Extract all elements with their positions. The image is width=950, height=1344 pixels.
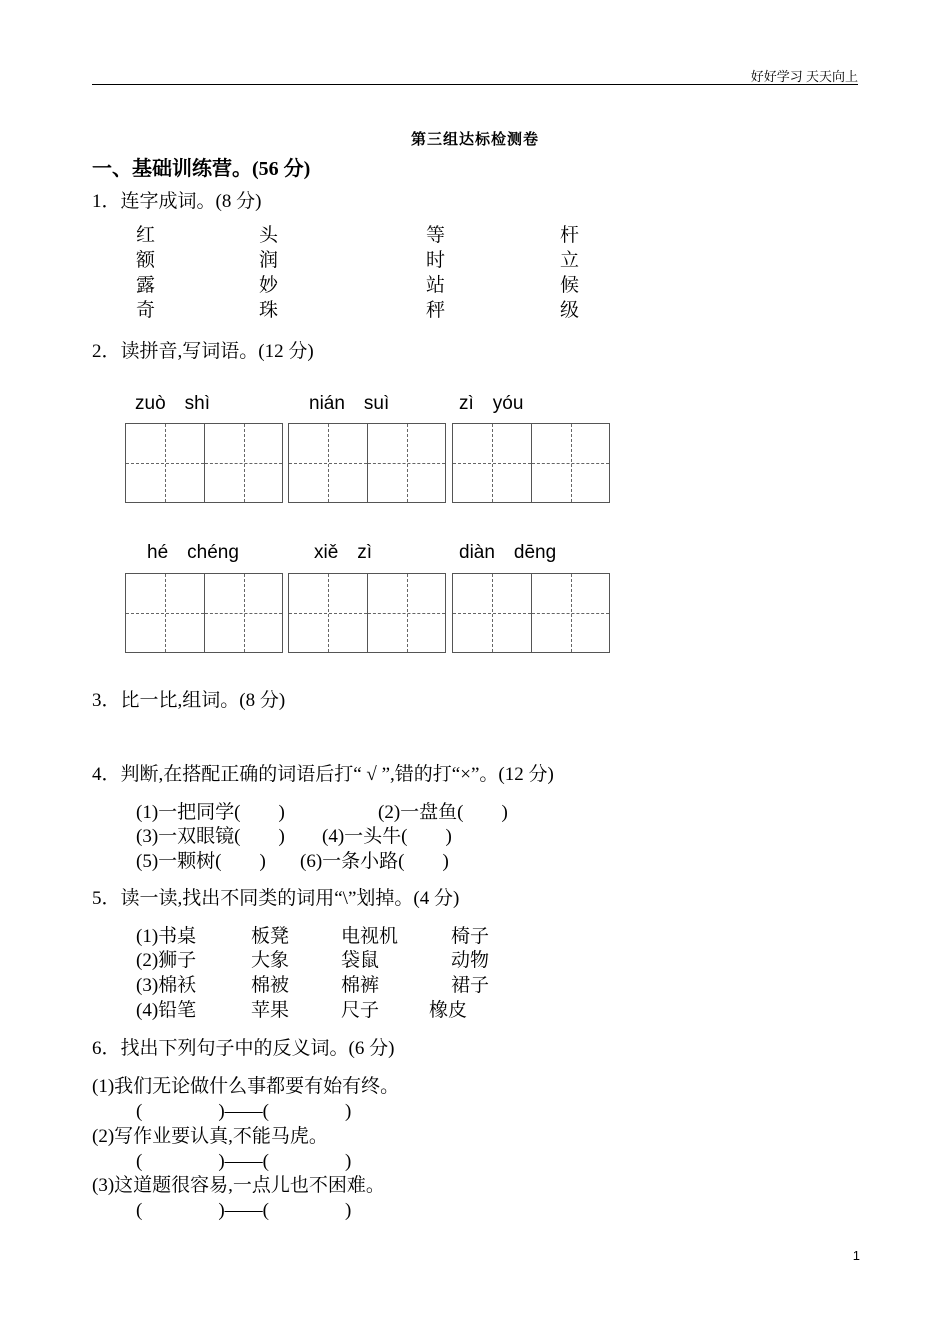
q4-item: (1)一把同学( ): [136, 802, 285, 823]
q1-char: 站: [426, 275, 446, 296]
q5-label: 5．读一读,找出不同类的词用“\”划掉。(4 分): [92, 888, 460, 909]
writing-cell[interactable]: [204, 574, 282, 652]
q6-sentence: (3)这道题很容易,一点儿也不困难。: [92, 1175, 385, 1196]
q3-label: 3．比一比,组词。(8 分): [92, 690, 286, 711]
q5-word: 椅子: [451, 926, 490, 947]
q6-label: 6．找出下列句子中的反义词。(6 分): [92, 1038, 395, 1059]
q2-label: 2．读拼音,写词语。(12 分): [92, 341, 314, 362]
q4-item: (4)一头牛( ): [322, 826, 452, 847]
q1-char: 时: [426, 250, 446, 271]
q1-char: 头: [259, 225, 279, 246]
pinyin-label: diàn dēng: [459, 542, 557, 563]
writing-cell[interactable]: [367, 424, 445, 502]
header-motto: 好好学习 天天向上: [750, 69, 858, 84]
q5-word: (3)棉袄: [136, 975, 197, 996]
writing-cell[interactable]: [367, 574, 445, 652]
q5-word: 棉被: [251, 975, 290, 996]
q6-answer-blank[interactable]: ( )——( ): [136, 1200, 352, 1221]
q1-column-1: [136, 223, 155, 323]
q1-char: 珠: [259, 300, 279, 321]
q1-column-2: [259, 223, 278, 323]
q5-word: 苹果: [251, 1000, 290, 1021]
q4-item: (6)一条小路( ): [300, 851, 449, 872]
q5-word: (4)铅笔: [136, 1000, 197, 1021]
q5-word: 电视机: [341, 926, 399, 947]
q5-word: (1)书桌: [136, 926, 197, 947]
q5-word: (2)狮子: [136, 950, 197, 971]
q5-word: 大象: [251, 950, 290, 971]
pinyin-label: hé chéng: [147, 542, 239, 563]
q5-word: 裙子: [451, 975, 490, 996]
q6-answer-blank[interactable]: ( )——( ): [136, 1151, 352, 1172]
writing-cell[interactable]: [453, 574, 531, 652]
writing-cell[interactable]: [289, 574, 367, 652]
writing-grid[interactable]: [452, 423, 610, 503]
writing-cell[interactable]: [126, 574, 204, 652]
q6-sentence: (1)我们无论做什么事都要有始有终。: [92, 1076, 400, 1097]
writing-grid[interactable]: [125, 423, 283, 503]
q1-char: 妙: [259, 275, 279, 296]
writing-cell[interactable]: [531, 424, 609, 502]
pinyin-label: nián suì: [309, 393, 390, 414]
q6-sentence: (2)写作业要认真,不能马虎。: [92, 1126, 328, 1147]
q1-char: 红: [136, 225, 156, 246]
q4-item: (3)一双眼镜( ): [136, 826, 285, 847]
q1-char: 露: [136, 275, 156, 296]
page-title: 第三组达标检测卷: [410, 132, 539, 148]
q4-item: (5)一颗树( ): [136, 851, 266, 872]
writing-cell[interactable]: [289, 424, 367, 502]
q1-label: 1．连字成词。(8 分): [92, 191, 262, 212]
writing-cell[interactable]: [453, 424, 531, 502]
q6-answer-blank[interactable]: ( )——( ): [136, 1101, 352, 1122]
writing-cell[interactable]: [531, 574, 609, 652]
writing-cell[interactable]: [126, 424, 204, 502]
q1-char: 奇: [136, 300, 156, 321]
q5-word: 尺子: [341, 1000, 380, 1021]
q1-column-4: [560, 223, 579, 323]
q4-item: (2)一盘鱼( ): [378, 802, 508, 823]
q1-char: 立: [560, 250, 580, 271]
q5-word: 袋鼠: [341, 950, 380, 971]
pinyin-label: zì yóu: [459, 393, 524, 414]
q1-char: 秤: [426, 300, 446, 321]
writing-grid[interactable]: [288, 423, 446, 503]
writing-grid[interactable]: [125, 573, 283, 653]
q1-char: 候: [560, 275, 580, 296]
q1-char: 额: [136, 250, 156, 271]
writing-grid[interactable]: [288, 573, 446, 653]
q5-word: 橡皮: [429, 1000, 468, 1021]
q5-word: 板凳: [251, 926, 290, 947]
q4-label: 4．判断,在搭配正确的词语后打“ √ ”,错的打“×”。(12 分): [92, 764, 554, 785]
writing-grid[interactable]: [452, 573, 610, 653]
writing-cell[interactable]: [204, 424, 282, 502]
q1-char: 等: [426, 225, 446, 246]
q5-word: 棉裤: [341, 975, 380, 996]
pinyin-label: xiě zì: [314, 542, 373, 563]
section-heading: 一、基础训练营。(56 分): [92, 158, 311, 180]
page-number: 1: [852, 1248, 860, 1263]
q5-word: 动物: [451, 950, 490, 971]
q1-char: 杆: [560, 225, 580, 246]
pinyin-label: zuò shì: [135, 393, 210, 414]
q1-char: 级: [560, 300, 580, 321]
q1-char: 润: [259, 250, 279, 271]
header-divider: [92, 84, 858, 85]
q1-column-3: [426, 223, 445, 323]
